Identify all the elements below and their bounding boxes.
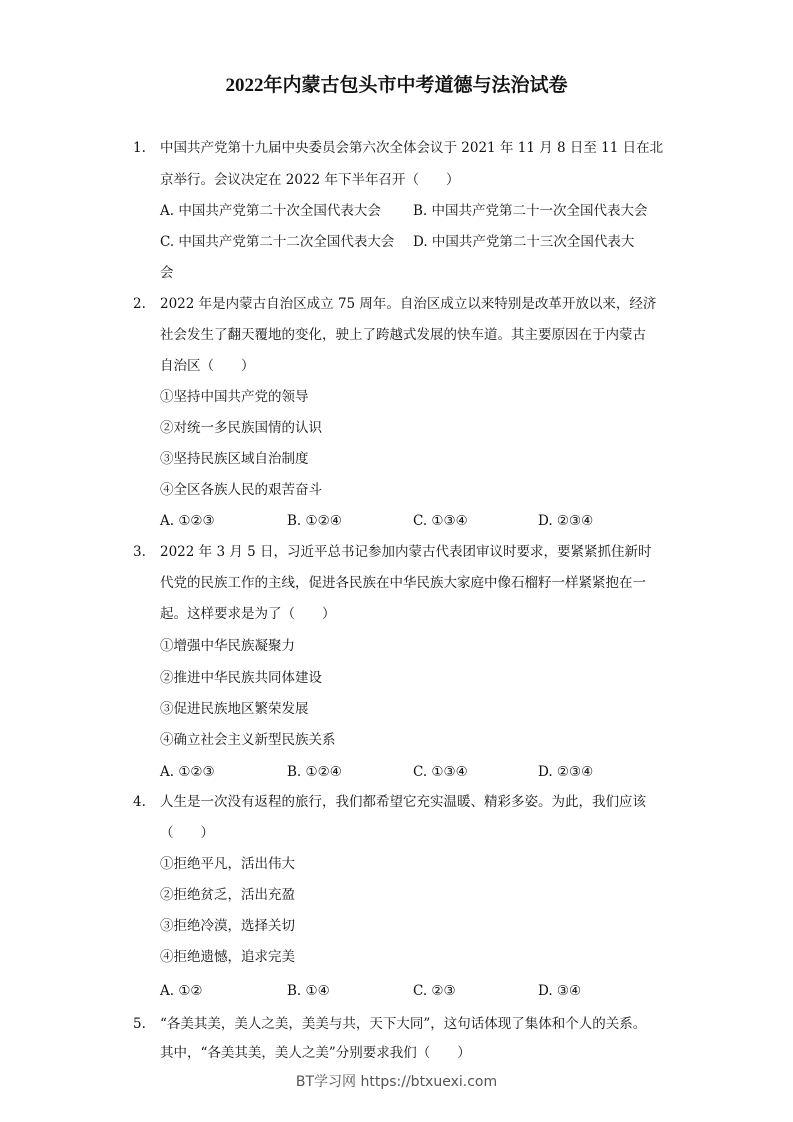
option-b: B. ①④ xyxy=(287,983,330,999)
statement: ①拒绝平凡，活出伟大 xyxy=(160,856,295,872)
question-text: 人生是一次没有返程的旅行，我们都希望它充实温暖、精彩多姿。为此，我们应该 xyxy=(160,794,646,810)
statement: ④拒绝遗憾，追求完美 xyxy=(160,949,295,965)
statement: ④确立社会主义新型民族关系 xyxy=(160,732,336,748)
option-b: B. ①②④ xyxy=(287,513,342,529)
option-c: C. ①③④ xyxy=(413,513,468,529)
option-c: C. ②③ xyxy=(413,983,456,999)
option-a: A. 中国共产党第二十次全国代表大会 xyxy=(160,203,381,219)
question-text: 代党的民族工作的主线，促进各民族在中华民族大家庭中像石榴籽一样紧紧抱在一 xyxy=(160,575,646,591)
document-title: 2022年内蒙古包头市中考道德与法治试卷 xyxy=(225,75,568,96)
statement: ③坚持民族区域自治制度 xyxy=(160,451,309,467)
question-text: 起。这样要求是为了（ ） xyxy=(160,606,336,622)
statement: ④全区各族人民的艰苦奋斗 xyxy=(160,482,322,498)
option-b: B. ①②④ xyxy=(287,764,342,780)
question-text: 中国共产党第十九届中央委员会第六次全体会议于 2021 年 11 月 8 日至 11 日在北 xyxy=(160,140,664,156)
question-text: 2022 年 3 月 5 日，习近平总书记参加内蒙古代表团审议时要求，要紧紧抓住新时 xyxy=(160,544,652,560)
option-b: B. 中国共产党第二十一次全国代表大会 xyxy=(413,203,648,219)
statement: ②拒绝贫乏，活出充盈 xyxy=(160,887,295,903)
question-number: 3. xyxy=(133,544,146,560)
option-d: D. ③④ xyxy=(538,983,582,999)
question-text: “各美其美，美人之美，美美与共，天下大同”，这句话体现了集体和个人的关系。 xyxy=(160,1016,647,1032)
question-text: 京举行。会议决定在 2022 年下半年召开（ ） xyxy=(160,172,460,188)
option-a: A. ①② xyxy=(160,983,203,999)
question-text: 2022 年是内蒙古自治区成立 75 周年。自治区成立以来特别是改革开放以来，经济 xyxy=(160,296,657,312)
question-number: 5. xyxy=(133,1016,146,1032)
statement: ②对统一多民族国情的认识 xyxy=(160,420,322,436)
statement: ①坚持中国共产党的领导 xyxy=(160,389,309,405)
statement: ①增强中华民族凝聚力 xyxy=(160,638,295,654)
option-d-wrap: 会 xyxy=(160,265,174,281)
question-text: （ ） xyxy=(160,825,214,841)
question-text: 自治区（ ） xyxy=(160,358,255,374)
watermark-footer: BT学习网 https://btxuexi.com xyxy=(295,1074,498,1090)
question-number: 2. xyxy=(133,296,146,312)
option-a: A. ①②③ xyxy=(160,764,215,780)
question-number: 4. xyxy=(133,794,146,810)
question-text: 社会发生了翻天覆地的变化，驶上了跨越式发展的快车道。其主要原因在于内蒙古 xyxy=(160,327,646,343)
statement: ③促进民族地区繁荣发展 xyxy=(160,701,309,717)
option-d: D. ②③④ xyxy=(538,513,594,529)
question-number: 1. xyxy=(133,140,146,156)
option-c: C. 中国共产党第二十二次全国代表大会 xyxy=(160,234,395,250)
option-a: A. ①②③ xyxy=(160,513,215,529)
statement: ②推进中华民族共同体建设 xyxy=(160,670,322,686)
option-c: C. ①③④ xyxy=(413,764,468,780)
question-text: 其中，“各美其美，美人之美”分别要求我们（ ） xyxy=(160,1045,471,1061)
statement: ③拒绝冷漠，选择关切 xyxy=(160,918,295,934)
option-d: D. 中国共产党第二十三次全国代表大 xyxy=(413,234,635,250)
option-d: D. ②③④ xyxy=(538,764,594,780)
